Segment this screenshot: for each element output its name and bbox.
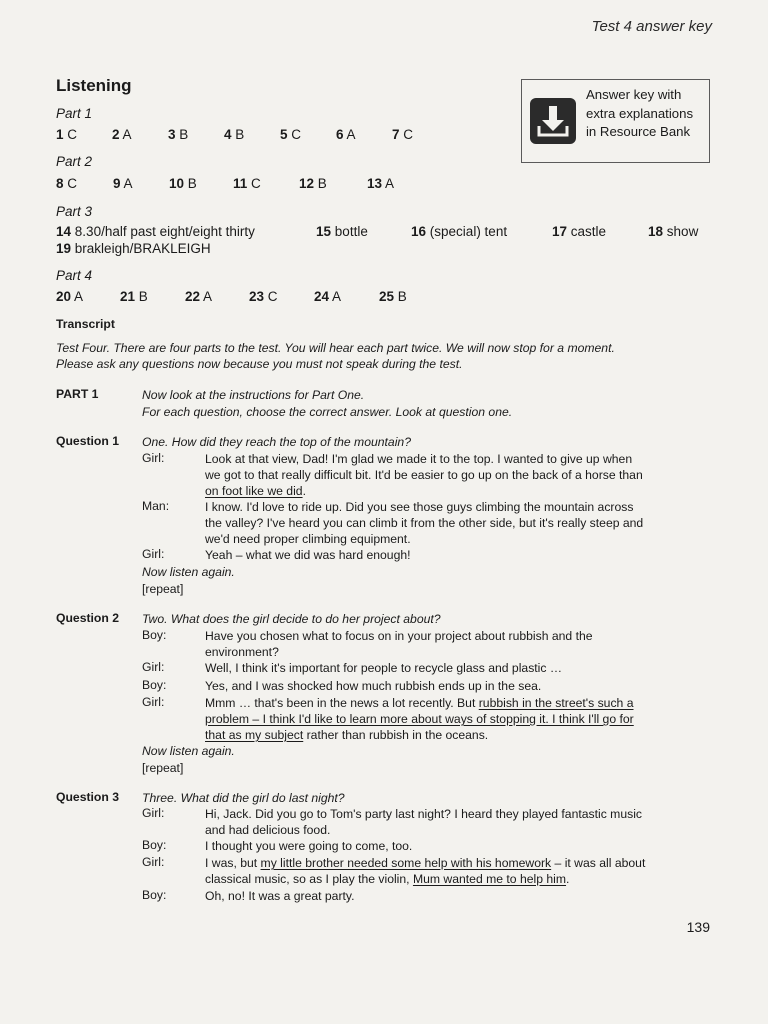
speaker-label: Girl:: [142, 855, 165, 869]
answer-item: 25 B: [379, 289, 407, 304]
answer-item: 7 C: [392, 127, 414, 142]
answer-item: 16 (special) tent: [411, 224, 508, 239]
utterance: I know. I'd love to ride up. Did you see those guys climbing the mountain across the valley? I've heard you can climb it from the other side, but it's really steep and we'd need proper climbing equipment.: [205, 500, 644, 546]
answer-item: 21 B: [120, 289, 148, 304]
utterance: Hi, Jack. Did you go to Tom's party last night? I heard they played fantastic music and had delicious food.: [205, 807, 642, 837]
utterance: I was, but my little brother needed some help with his homework – it was all about classical music, so as I play the violin, Mum wanted me to help him.: [205, 856, 646, 886]
speaker-label: Boy:: [142, 628, 167, 642]
repeat-marker: [repeat]: [142, 582, 184, 596]
utterance: Yeah – what we did was hard enough!: [205, 548, 411, 562]
answer-item: 13 A: [367, 176, 395, 191]
speaker-label: Girl:: [142, 660, 165, 674]
part-2-answers: [56, 176, 394, 191]
answer-item: 20 A: [56, 289, 84, 304]
utterance: Look at that view, Dad! I'm glad we made it to the top. I wanted to give up when we got to that really difficult bit. It'd be easier to go up on the back of a horse than on foot like we did.: [205, 452, 643, 498]
answer-item: 3 B: [168, 127, 189, 142]
part-1-answers: [56, 127, 413, 142]
answer-item: 22 A: [185, 289, 213, 304]
part-3-label: Part 3: [56, 204, 93, 219]
question-2-prompt: Two. What does the girl decide to do her project about?: [142, 612, 441, 626]
instruction-line: Now look at the instructions for Part One.: [142, 388, 365, 402]
speaker-label: Boy:: [142, 678, 167, 692]
question-1-prompt: One. How did they reach the top of the mountain?: [142, 435, 411, 449]
question-3-label: Question 3: [56, 790, 119, 804]
section-title: Listening: [56, 76, 132, 95]
transcript-heading: Transcript: [56, 317, 115, 331]
answer-item: 14 8.30/half past eight/eight thirty: [56, 224, 255, 239]
utterance: Have you chosen what to focus on in your project about rubbish and the environment?: [205, 629, 593, 659]
speaker-label: Boy:: [142, 838, 167, 852]
speaker-label: Man:: [142, 499, 170, 513]
answer-item: 1 C: [56, 127, 78, 142]
part-4-label: Part 4: [56, 268, 93, 283]
answer-item: 18 show: [648, 224, 699, 239]
answer-item: 10 B: [169, 176, 197, 191]
intro-line: Please ask any questions now because you must not speak during the test.: [56, 357, 463, 371]
answer-item: 6 A: [336, 127, 356, 142]
utterance: Well, I think it's important for people to recycle glass and plastic …: [205, 661, 563, 675]
answer-item: 8 C: [56, 176, 78, 191]
answer-item: 11 C: [233, 176, 261, 191]
answer-item: 24 A: [314, 289, 342, 304]
utterance: I thought you were going to come, too.: [205, 839, 413, 853]
answer-item: 23 C: [249, 289, 278, 304]
answer-item: 19 brakleigh/BRAKLEIGH: [56, 241, 211, 256]
speaker-label: Girl:: [142, 451, 165, 465]
repeat-marker: [repeat]: [142, 761, 184, 775]
listen-again: Now listen again.: [142, 565, 235, 579]
utterance: Oh, no! It was a great party.: [205, 889, 355, 903]
running-head: Test 4 answer key: [591, 18, 712, 35]
part-1-label: Part 1: [56, 106, 93, 121]
part-3-answers-row-2: [56, 241, 211, 256]
speaker-label: Girl:: [142, 695, 165, 709]
download-icon: [530, 98, 576, 144]
question-1-label: Question 1: [56, 434, 119, 448]
part-1-heading: PART 1: [56, 387, 99, 401]
intro-line: Test Four. There are four parts to the test. You will hear each part twice. We will now stop for a moment.: [56, 341, 615, 355]
transcript-intro: [56, 340, 716, 372]
speaker-label: Girl:: [142, 547, 165, 561]
answer-item: 5 C: [280, 127, 302, 142]
answer-item: 9 A: [113, 176, 133, 191]
answer-item: 4 B: [224, 127, 245, 142]
question-2-label: Question 2: [56, 611, 119, 625]
answer-item: 2 A: [112, 127, 132, 142]
instruction-line: For each question, choose the correct answer. Look at question one.: [142, 405, 513, 419]
question-3-prompt: Three. What did the girl do last night?: [142, 791, 345, 805]
utterance: Mmm … that's been in the news a lot recently. But rubbish in the street's such a problem – I think I'd like to learn more about ways of stopping it. I think I'll go for that as my subject rather than rubbish in the oceans.: [205, 696, 634, 742]
part-4-answers: [56, 289, 407, 304]
listen-again: Now listen again.: [142, 744, 235, 758]
utterance: Yes, and I was shocked how much rubbish ends up in the sea.: [205, 679, 542, 693]
part-3-answers-row-1: [56, 224, 698, 239]
speaker-label: Boy:: [142, 888, 167, 902]
page-number: 139: [686, 919, 710, 935]
speaker-label: Girl:: [142, 806, 165, 820]
answer-item: 12 B: [299, 176, 327, 191]
answer-item: 15 bottle: [316, 224, 368, 239]
callout-text: Answer key with extra explanations in Resource Bank: [586, 87, 694, 139]
part-2-label: Part 2: [56, 154, 93, 169]
answer-item: 17 castle: [552, 224, 607, 239]
resource-bank-callout: [521, 79, 710, 163]
